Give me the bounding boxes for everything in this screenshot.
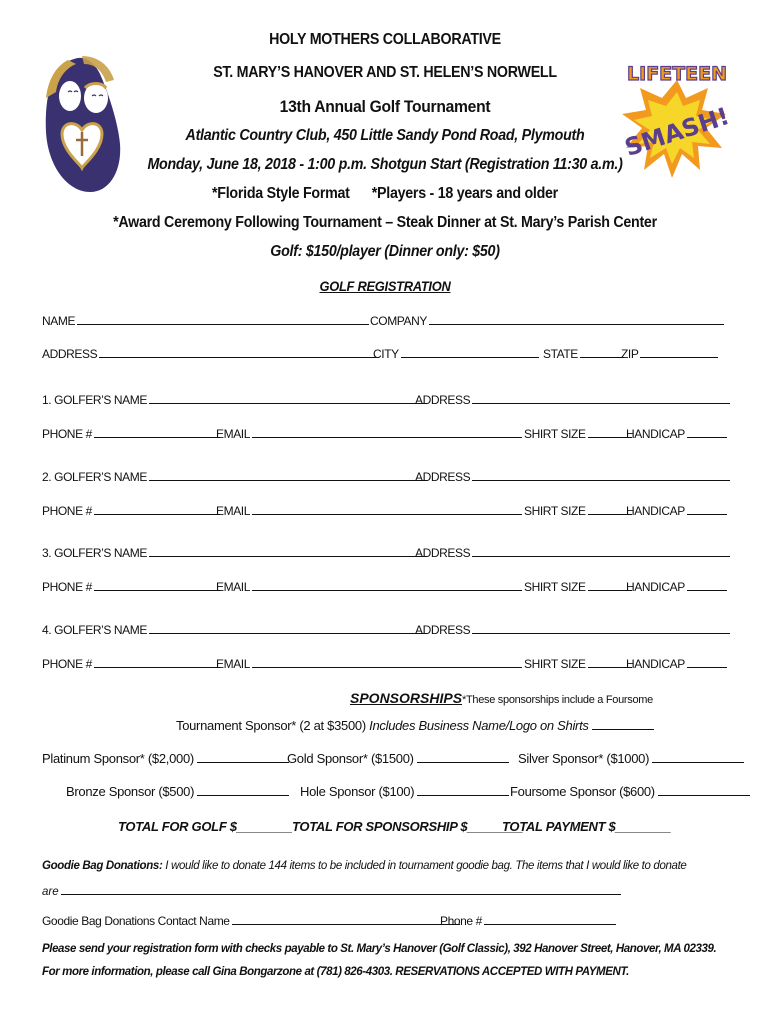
golfer-3-shirt-label: SHIRT SIZE bbox=[524, 580, 586, 594]
state-label: STATE bbox=[543, 347, 578, 361]
golfer-1-phone-line[interactable] bbox=[94, 426, 220, 438]
platinum-sponsor-label: Platinum Sponsor* ($2,000) bbox=[42, 751, 194, 766]
lifeteen-text: LIFETEEN bbox=[627, 63, 727, 85]
gold-sponsor-label: Gold Sponsor* ($1500) bbox=[287, 751, 414, 766]
golfer-1-email-label: EMAIL bbox=[216, 427, 251, 441]
silver-sponsor-label: Silver Sponsor* ($1000) bbox=[518, 751, 650, 766]
total-payment[interactable]: TOTAL PAYMENT $________ bbox=[502, 819, 671, 834]
golfer-3-handicap-line[interactable] bbox=[687, 579, 727, 591]
golfer-2-name-field[interactable] bbox=[42, 469, 427, 484]
golfer-3-shirt-field[interactable] bbox=[524, 579, 632, 594]
tournament-sponsor-label: Tournament Sponsor* (2 at $3500) bbox=[176, 718, 366, 733]
footer-contact-info: For more information, please call Gina Bongarzone at (781) 826-4303. RESERVATIONS ACCEPTED WITH PAYMENT. bbox=[42, 966, 629, 978]
golfer-4-address-field[interactable] bbox=[415, 622, 730, 637]
goodie-bag-description: I would like to donate 144 items to be included in tournament goodie bag. The items that I would like to donate bbox=[165, 860, 687, 872]
golfer-4-shirt-field[interactable] bbox=[524, 656, 632, 671]
format-text: *Florida Style Format bbox=[212, 185, 350, 202]
golfer-1-email-line[interactable] bbox=[252, 426, 522, 438]
golfer-3-handicap-label: HANDICAP bbox=[626, 580, 685, 594]
total-golf[interactable]: TOTAL FOR GOLF $________ bbox=[118, 819, 293, 834]
parishes-title: ST. MARY’S HANOVER AND ST. HELEN’S NORWELL bbox=[213, 64, 557, 81]
goodie-items-field[interactable] bbox=[42, 883, 621, 898]
golfer-2-handicap-label: HANDICAP bbox=[626, 504, 685, 518]
golfer-3-name-label: 3. GOLFER’S NAME bbox=[42, 546, 147, 560]
venue-text: Atlantic Country Club, 450 Little Sandy Pond Road, Plymouth bbox=[185, 127, 585, 144]
total-sponsorship[interactable]: TOTAL FOR SPONSORSHIP $________ bbox=[292, 819, 523, 834]
sponsorships-note: *These sponsorships include a Foursome bbox=[462, 694, 653, 706]
golfer-1-name-label: 1. GOLFER’S NAME bbox=[42, 393, 147, 407]
address-label: ADDRESS bbox=[42, 347, 98, 361]
golfer-3-name-field[interactable] bbox=[42, 545, 427, 560]
fee-text: Golf: $150/player (Dinner only: $50) bbox=[270, 243, 500, 260]
hole-sponsor-label: Hole Sponsor ($100) bbox=[300, 784, 415, 799]
footer-mail-instructions: Please send your registration form with checks payable to St. Mary’s Hanover (Golf Classic), 392 Hanover Street, Hanover, MA 02339. bbox=[42, 943, 717, 955]
goodie-phone-label: Phone # bbox=[440, 914, 482, 928]
golfer-4-name-line[interactable] bbox=[149, 622, 427, 634]
golfer-2-shirt-field[interactable] bbox=[524, 503, 632, 518]
golfer-2-phone-field[interactable] bbox=[42, 503, 220, 518]
golfer-2-phone-line[interactable] bbox=[94, 503, 220, 515]
golfer-2-phone-label: PHONE # bbox=[42, 504, 92, 518]
format-line bbox=[31, 185, 739, 203]
org-title: HOLY MOTHERS COLLABORATIVE bbox=[269, 31, 501, 48]
golfer-1-name-line[interactable] bbox=[149, 392, 427, 404]
golfer-2-address-label: ADDRESS bbox=[415, 470, 471, 484]
golfer-2-email-label: EMAIL bbox=[216, 504, 251, 518]
golfer-3-name-line[interactable] bbox=[149, 545, 427, 557]
golfer-2-address-field[interactable] bbox=[415, 469, 730, 484]
golfer-3-address-label: ADDRESS bbox=[415, 546, 471, 560]
date-text: Monday, June 18, 2018 - 1:00 p.m. Shotgun Start (Registration 11:30 a.m.) bbox=[147, 156, 623, 173]
golfer-3-shirt-line[interactable] bbox=[588, 579, 632, 591]
golfer-4-shirt-line[interactable] bbox=[588, 656, 632, 668]
goodie-bag-label: Goodie Bag Donations: bbox=[42, 860, 163, 872]
goodie-are-label: are bbox=[42, 886, 59, 898]
golfer-4-phone-field[interactable] bbox=[42, 656, 220, 671]
sponsorships-title: SPONSORSHIPS bbox=[350, 690, 463, 706]
golfer-1-shirt-line[interactable] bbox=[588, 426, 632, 438]
hole-sponsor-field[interactable] bbox=[300, 783, 509, 799]
golfer-2-shirt-label: SHIRT SIZE bbox=[524, 504, 586, 518]
golfer-4-phone-line[interactable] bbox=[94, 656, 220, 668]
golfer-4-name-field[interactable] bbox=[42, 622, 427, 637]
golfer-3-phone-label: PHONE # bbox=[42, 580, 92, 594]
golfer-1-handicap-label: HANDICAP bbox=[626, 427, 685, 441]
golfer-1-address-field[interactable] bbox=[415, 392, 730, 407]
golfer-1-phone-label: PHONE # bbox=[42, 427, 92, 441]
golfer-1-handicap-line[interactable] bbox=[687, 426, 727, 438]
golfer-2-handicap-line[interactable] bbox=[687, 503, 727, 515]
registration-title: GOLF REGISTRATION bbox=[319, 278, 451, 294]
address-field[interactable] bbox=[42, 346, 379, 361]
golfer-3-phone-field[interactable] bbox=[42, 579, 220, 594]
golfer-4-email-field[interactable] bbox=[216, 656, 522, 671]
golfer-1-address-label: ADDRESS bbox=[415, 393, 471, 407]
players-text: *Players - 18 years and older bbox=[371, 185, 558, 202]
gold-sponsor-field[interactable] bbox=[287, 750, 509, 766]
golfer-3-address-line[interactable] bbox=[472, 545, 730, 557]
goodie-phone-field[interactable] bbox=[440, 913, 616, 928]
golfer-1-name-field[interactable] bbox=[42, 392, 427, 407]
smash-text: SMASH! bbox=[621, 101, 733, 163]
golfer-4-phone-label: PHONE # bbox=[42, 657, 92, 671]
golfer-1-shirt-field[interactable] bbox=[524, 426, 632, 441]
bronze-sponsor-field[interactable] bbox=[66, 783, 289, 799]
golfer-3-email-line[interactable] bbox=[252, 579, 522, 591]
golfer-3-phone-line[interactable] bbox=[94, 579, 220, 591]
zip-label: ZIP bbox=[621, 347, 639, 361]
golfer-4-address-line[interactable] bbox=[472, 622, 730, 634]
golfer-4-email-line[interactable] bbox=[252, 656, 522, 668]
tournament-sponsor-note: Includes Business Name/Logo on Shirts bbox=[369, 718, 589, 733]
golfer-3-address-field[interactable] bbox=[415, 545, 730, 560]
award-text: *Award Ceremony Following Tournament – Steak Dinner at St. Mary’s Parish Center bbox=[113, 214, 657, 231]
state-field[interactable] bbox=[543, 346, 624, 361]
city-label: CITY bbox=[373, 347, 399, 361]
name-label: NAME bbox=[42, 314, 76, 328]
golfer-1-phone-field[interactable] bbox=[42, 426, 220, 441]
foursome-sponsor-field[interactable] bbox=[510, 783, 750, 799]
golfer-1-email-field[interactable] bbox=[216, 426, 522, 441]
company-field[interactable] bbox=[370, 313, 724, 328]
golfer-4-handicap-field[interactable] bbox=[626, 656, 727, 671]
golfer-4-email-label: EMAIL bbox=[216, 657, 251, 671]
name-field[interactable] bbox=[42, 313, 369, 328]
golfer-1-handicap-field[interactable] bbox=[626, 426, 727, 441]
tournament-sponsor-field[interactable] bbox=[176, 717, 654, 733]
golfer-2-name-line[interactable] bbox=[149, 469, 427, 481]
golfer-4-name-label: 4. GOLFER’S NAME bbox=[42, 623, 147, 637]
golfer-4-shirt-label: SHIRT SIZE bbox=[524, 657, 586, 671]
foursome-sponsor-label: Foursome Sponsor ($600) bbox=[510, 784, 655, 799]
goodie-contact-field[interactable] bbox=[42, 913, 460, 928]
golfer-2-email-line[interactable] bbox=[252, 503, 522, 515]
golfer-1-address-line[interactable] bbox=[472, 392, 730, 404]
platinum-sponsor-field[interactable] bbox=[42, 750, 289, 766]
zip-field[interactable] bbox=[621, 346, 718, 361]
golfer-3-handicap-field[interactable] bbox=[626, 579, 727, 594]
golfer-2-shirt-line[interactable] bbox=[588, 503, 632, 515]
goodie-bag-text bbox=[42, 860, 686, 872]
golfer-2-name-label: 2. GOLFER’S NAME bbox=[42, 470, 147, 484]
golfer-2-email-field[interactable] bbox=[216, 503, 522, 518]
golfer-4-handicap-label: HANDICAP bbox=[626, 657, 685, 671]
golfer-3-email-field[interactable] bbox=[216, 579, 522, 594]
golfer-1-shirt-label: SHIRT SIZE bbox=[524, 427, 586, 441]
bronze-sponsor-label: Bronze Sponsor ($500) bbox=[66, 784, 195, 799]
silver-sponsor-field[interactable] bbox=[518, 750, 744, 766]
city-field[interactable] bbox=[373, 346, 539, 361]
golfer-4-address-label: ADDRESS bbox=[415, 623, 471, 637]
golfer-4-handicap-line[interactable] bbox=[687, 656, 727, 668]
golfer-2-handicap-field[interactable] bbox=[626, 503, 727, 518]
goodie-contact-label: Goodie Bag Donations Contact Name bbox=[42, 914, 230, 928]
company-label: COMPANY bbox=[370, 314, 427, 328]
golfer-2-address-line[interactable] bbox=[472, 469, 730, 481]
tournament-title: 13th Annual Golf Tournament bbox=[279, 97, 491, 116]
golfer-3-email-label: EMAIL bbox=[216, 580, 251, 594]
